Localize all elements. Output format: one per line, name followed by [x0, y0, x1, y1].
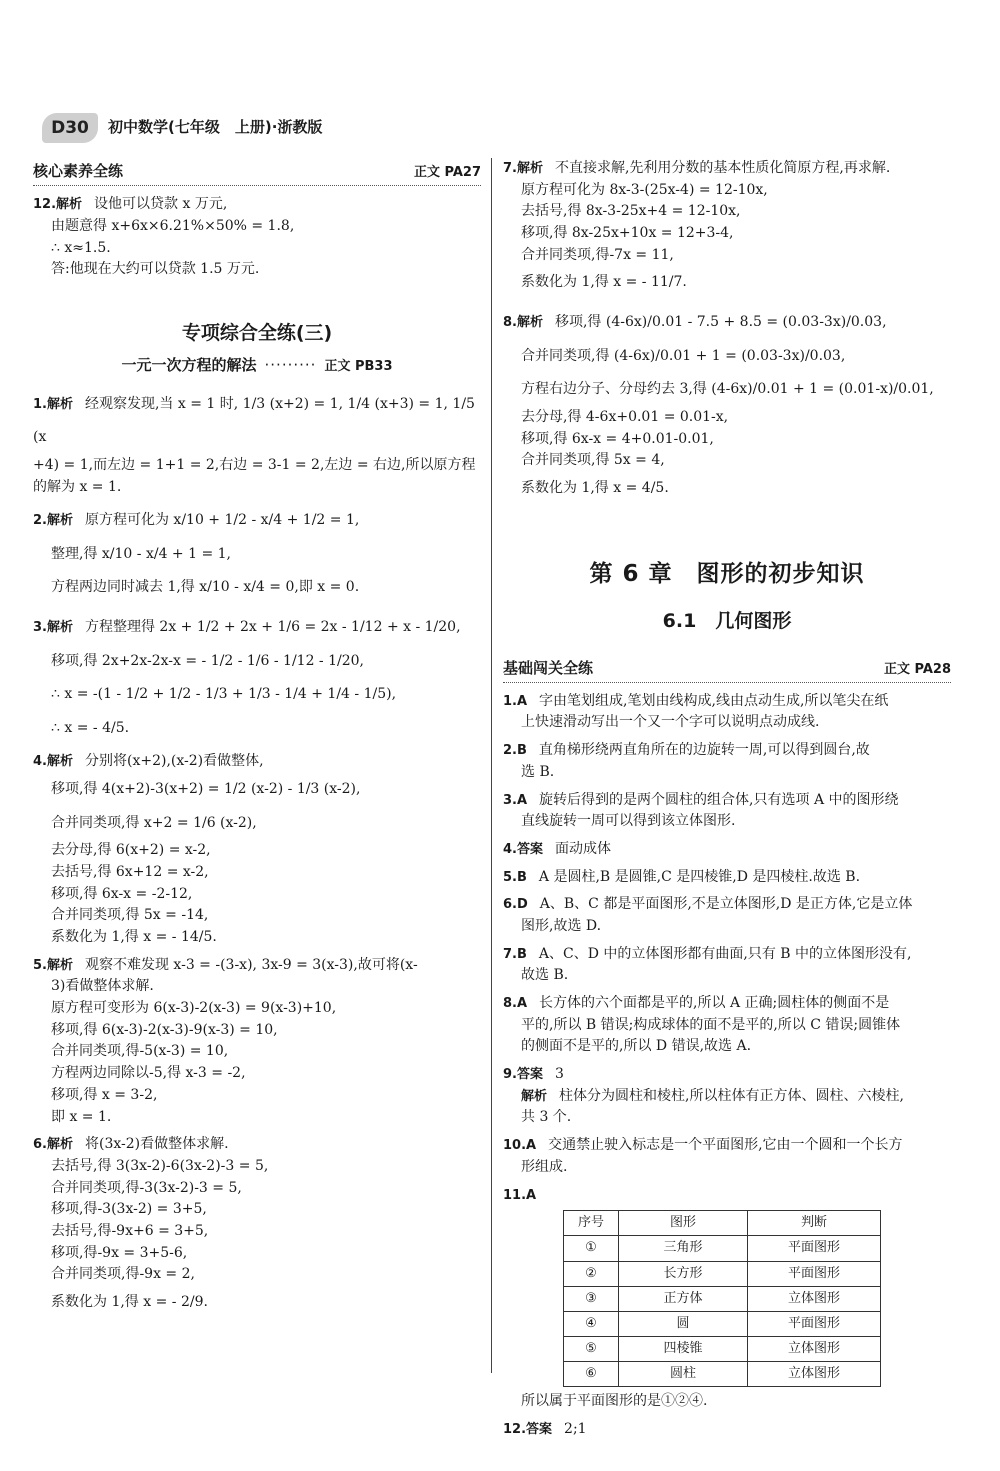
table-cell: 立体图形 [748, 1336, 881, 1361]
table-cell: 平面图形 [748, 1311, 881, 1336]
table-header: 图形 [619, 1211, 748, 1236]
table-cell: ⑥ [564, 1362, 619, 1387]
answer-line: 故选 B. [521, 967, 569, 984]
answer-line: 交通禁止驶入标志是一个平面图形,它由一个圆和一个长方 [548, 1137, 903, 1154]
special-ref: 正文 PB33 [324, 359, 393, 375]
solution-line: 观察不难发现 x-3 = -(3-x), 3x-9 = 3(x-3),故可将(x- [84, 956, 418, 973]
solution-line: 移项,得 6x-x = -2-12, [51, 885, 193, 902]
solution-line: 合并同类项,得 x+2 = 1/6 (x-2), [51, 814, 257, 831]
section-header-core [33, 160, 481, 186]
book-title: 初中数学(七年级 上册)·浙教版 [108, 118, 323, 137]
solution-6 [33, 1134, 481, 1319]
solution-line: 移项,得 x = 3-2, [51, 1086, 158, 1103]
solution-line: 移项,得 8x-25x+10x = 12+3-4, [521, 225, 734, 242]
solution-8 [503, 306, 951, 505]
right-column [503, 158, 951, 1447]
solution-line: 系数化为 1,得 x = - 14/5. [51, 929, 217, 946]
answer-line: 直角梯形绕两直角所在的边旋转一周,可以得到圆台,故 [538, 742, 870, 759]
table-cell: 立体图形 [748, 1286, 881, 1311]
solution-line: 系数化为 1,得 x = - 2/9. [51, 1294, 208, 1311]
answer-label: 7.B [503, 946, 527, 962]
solution-line: 去分母,得 6(x+2) = x-2, [51, 842, 211, 859]
page-number-badge: D30 [42, 113, 98, 143]
solution-line: 移项,得-9x = 3+5-6, [51, 1244, 188, 1261]
table-row [564, 1311, 881, 1336]
solution-label: 1.解析 [33, 396, 73, 412]
answer-10 [503, 1135, 951, 1178]
answer-line: 柱体分为圆柱和棱柱,所以柱体有正方体、圆柱、六棱柱, [559, 1087, 904, 1104]
answer-label: 3.A [503, 792, 528, 808]
solution-line: 合并同类项,得-5(x-3) = 10, [51, 1043, 229, 1060]
answer-label: 4.答案 [503, 841, 543, 857]
special-subtitle-row [33, 354, 481, 377]
solution-line: 移项,得 (4-6x)/0.01 - 7.5 + 8.5 = (0.03-3x)/0.03, [554, 314, 887, 331]
solution-label: 8.解析 [503, 315, 543, 331]
solution-line: 去括号,得 8x-3-25x+4 = 12-10x, [521, 203, 741, 220]
solution-line: ∴ x = - 4/5. [51, 719, 130, 736]
answer-line: A、B、C 都是平面图形,不是立体图形,D 是正方体,它是立体 [539, 896, 913, 913]
answer-line: 面动成体 [554, 840, 611, 857]
solution-4 [33, 751, 481, 948]
answer-11 [503, 1185, 951, 1413]
section-ref: 正文 PA27 [413, 165, 481, 180]
answer-line: 共 3 个. [521, 1109, 572, 1126]
solution-label: 2.解析 [33, 513, 73, 529]
table-cell: 圆 [619, 1311, 748, 1336]
answer-conclusion: 所以属于平面图形的是①②④. [521, 1393, 708, 1410]
solution-line: 移项,得 2x+2x-2x-x = - 1/2 - 1/6 - 1/12 - 1/20, [51, 652, 364, 669]
table-header-row [564, 1211, 881, 1236]
answer-line: 的侧面不是平的,所以 D 错误,故选 A. [521, 1038, 752, 1055]
left-column [33, 158, 481, 1326]
analysis-label: 解析 [521, 1088, 548, 1104]
section-title-6-1: 6.1 几何图形 [662, 610, 792, 633]
solution-7 [503, 158, 951, 300]
table-header: 序号 [564, 1211, 619, 1236]
special-subtitle: 一元一次方程的解法 [121, 356, 257, 375]
answer-12 [503, 1419, 951, 1441]
solution-5 [33, 955, 481, 1129]
table-cell: 正方体 [619, 1286, 748, 1311]
solution-line: 移项,得 6(x-3)-2(x-3)-9(x-3) = 10, [51, 1021, 278, 1038]
solution-label: 4.解析 [33, 754, 73, 770]
answer-label: 1.A [503, 693, 528, 709]
solution-label: 12.解析 [33, 197, 83, 213]
answer-4 [503, 839, 951, 861]
solution-line: 系数化为 1,得 x = 4/5. [521, 479, 669, 496]
table-cell: ① [564, 1236, 619, 1261]
solution-label: 7.解析 [503, 161, 543, 176]
answer-line: 形组成. [521, 1158, 568, 1175]
answer-line: 旋转后得到的是两个圆柱的组合体,只有选项 A 中的图形绕 [539, 791, 899, 808]
solution-line: 原方程可化为 x/10 + 1/2 - x/4 + 1/2 = 1, [84, 512, 360, 529]
answer-line: 字由笔划组成,笔划由线构成,线由点动生成,所以笔尖在纸 [539, 692, 889, 709]
table-cell: ⑤ [564, 1336, 619, 1361]
solution-3 [33, 611, 481, 745]
solution-2 [33, 504, 481, 605]
answer-7 [503, 944, 951, 987]
solution-line: 的解为 x = 1. [33, 478, 122, 495]
answer-8 [503, 993, 951, 1058]
solution-line: 原方程可变形为 6(x-3)-2(x-3) = 9(x-3)+10, [51, 1000, 337, 1017]
solution-line: 经观察发现,当 x = 1 时, 1/3 (x+2) = 1, 1/4 (x+3) = 1, 1/5 (x [33, 395, 475, 446]
solution-12 [33, 194, 481, 281]
section-header-basic [503, 657, 951, 683]
solution-line: 即 x = 1. [51, 1108, 112, 1125]
table-cell: 四棱锥 [619, 1336, 748, 1361]
answer-5 [503, 867, 951, 889]
table-row [564, 1261, 881, 1286]
solution-line: 移项,得 4(x+2)-3(x+2) = 1/2 (x-2) - 1/3 (x-2), [51, 781, 361, 798]
section-title: 基础闯关全练 [503, 658, 594, 677]
section-title: 核心素养全练 [33, 162, 124, 180]
solution-1 [33, 388, 481, 499]
answer-1 [503, 691, 951, 734]
table-row [564, 1236, 881, 1261]
answer-line: 直线旋转一周可以得到该立体图形. [521, 813, 736, 830]
solution-line: 方程两边同除以-5,得 x-3 = -2, [51, 1065, 246, 1082]
table-row [564, 1362, 881, 1387]
solution-line: 不直接求解,先利用分数的基本性质化简原方程,再求解. [554, 160, 891, 176]
solution-line: 移项,得 6x-x = 4+0.01-0.01, [521, 430, 714, 447]
solution-line: 系数化为 1,得 x = - 11/7. [521, 274, 687, 291]
table-row [564, 1286, 881, 1311]
solution-line: 方程两边同时减去 1,得 x/10 - x/4 = 0,即 x = 0. [51, 579, 360, 596]
solution-label: 6.解析 [33, 1137, 73, 1153]
solution-line: 合并同类项,得-9x = 2, [51, 1266, 195, 1283]
page-header [42, 113, 322, 143]
solution-line: 方程整理得 2x + 1/2 + 2x + 1/6 = 2x - 1/12 + x - 1/20, [84, 619, 461, 636]
table-cell: ④ [564, 1311, 619, 1336]
solution-line: 分别将(x+2),(x-2)看做整体, [84, 753, 264, 770]
table-row [564, 1336, 881, 1361]
answer-label: 2.B [503, 743, 527, 759]
table-cell: 长方形 [619, 1261, 748, 1286]
solution-line: 合并同类项,得 5x = 4, [521, 452, 665, 469]
answer-label: 11.A [503, 1187, 537, 1203]
answer-line: A、C、D 中的立体图形都有曲面,只有 B 中的立体图形没有, [538, 945, 912, 962]
answer-line: 选 B. [521, 763, 555, 780]
solution-label: 5.解析 [33, 957, 73, 973]
answer-label: 12.答案 [503, 1421, 553, 1437]
shape-classification-table [563, 1210, 881, 1387]
solution-line: 由题意得 x+6x×6.21%×50% = 1.8, [51, 217, 295, 234]
leader-dots: ········· [264, 356, 317, 375]
solution-line: 整理,得 x/10 - x/4 + 1 = 1, [51, 545, 232, 562]
solution-line: 合并同类项,得-7x = 11, [521, 246, 674, 263]
solution-line: 将(3x-2)看做整体求解. [84, 1136, 229, 1153]
answer-line: 图形,故选 D. [521, 917, 602, 934]
solution-line: +4) = 1,而左边 = 1+1 = 2,右边 = 3-1 = 2,左边 = 右边,所以原方程 [33, 456, 476, 473]
solution-line: 方程右边分子、分母约去 3,得 (4-6x)/0.01 + 1 = (0.01-x)/0.01, [521, 381, 934, 398]
column-divider [491, 158, 492, 1373]
answer-9 [503, 1064, 951, 1129]
table-cell: 平面图形 [748, 1236, 881, 1261]
answer-3 [503, 790, 951, 833]
solution-line: ∴ x≈1.5. [51, 239, 111, 256]
answer-label: 10.A [503, 1138, 537, 1154]
table-header: 判断 [748, 1211, 881, 1236]
answer-value: 3 [554, 1066, 564, 1083]
solution-line: 去括号,得 6x+12 = x-2, [51, 863, 209, 880]
table-cell: 立体图形 [748, 1362, 881, 1387]
table-cell: ② [564, 1261, 619, 1286]
answer-line: 长方体的六个面都是平的,所以 A 正确;圆柱体的侧面不是 [539, 995, 890, 1012]
solution-label: 3.解析 [33, 620, 73, 636]
solution-line: 设他可以贷款 x 万元, [94, 196, 228, 213]
answer-line: 平的,所以 B 错误;构成球体的面不是平的,所以 C 错误;圆锥体 [521, 1016, 901, 1033]
solution-line: ∴ x = -(1 - 1/2 + 1/2 - 1/3 + 1/3 - 1/4 + 1/4 - 1/5), [51, 686, 397, 703]
table-cell: 三角形 [619, 1236, 748, 1261]
section-ref: 正文 PA28 [883, 661, 951, 677]
solution-line: 合并同类项,得-3(3x-2)-3 = 5, [51, 1179, 242, 1196]
table-cell: 平面图形 [748, 1261, 881, 1286]
solution-line: 合并同类项,得 (4-6x)/0.01 + 1 = (0.03-3x)/0.03, [521, 347, 846, 364]
answer-line: 上快速滑动写出一个又一个字可以说明点动成线. [521, 714, 820, 731]
solution-line: 原方程可化为 8x-3-(25x-4) = 12-10x, [521, 181, 768, 198]
answer-label: 9.答案 [503, 1067, 543, 1083]
answer-label: 6.D [503, 897, 528, 913]
answer-label: 5.B [503, 869, 527, 885]
solution-line: 答:他现在大约可以贷款 1.5 万元. [51, 261, 260, 278]
table-cell: ③ [564, 1286, 619, 1311]
solution-line: 合并同类项,得 5x = -14, [51, 907, 209, 924]
table-cell: 圆柱 [619, 1362, 748, 1387]
solution-line: 3)看做整体求解. [51, 978, 154, 995]
solution-line: 去括号,得-9x+6 = 3+5, [51, 1222, 209, 1239]
solution-line: 去分母,得 4-6x+0.01 = 0.01-x, [521, 408, 729, 425]
answer-value: 2;1 [564, 1420, 587, 1437]
answer-label: 8.A [503, 996, 528, 1012]
answer-6 [503, 894, 951, 937]
solution-line: 移项,得-3(3x-2) = 3+5, [51, 1201, 207, 1218]
solution-line: 去括号,得 3(3x-2)-6(3x-2)-3 = 5, [51, 1157, 269, 1174]
special-title: 专项综合全练(三) [181, 322, 333, 344]
answer-line: A 是圆柱,B 是圆锥,C 是四棱锥,D 是四棱柱.故选 B. [538, 868, 861, 885]
chapter-title: 第 6 章 图形的初步知识 [589, 561, 865, 588]
answer-2 [503, 740, 951, 783]
